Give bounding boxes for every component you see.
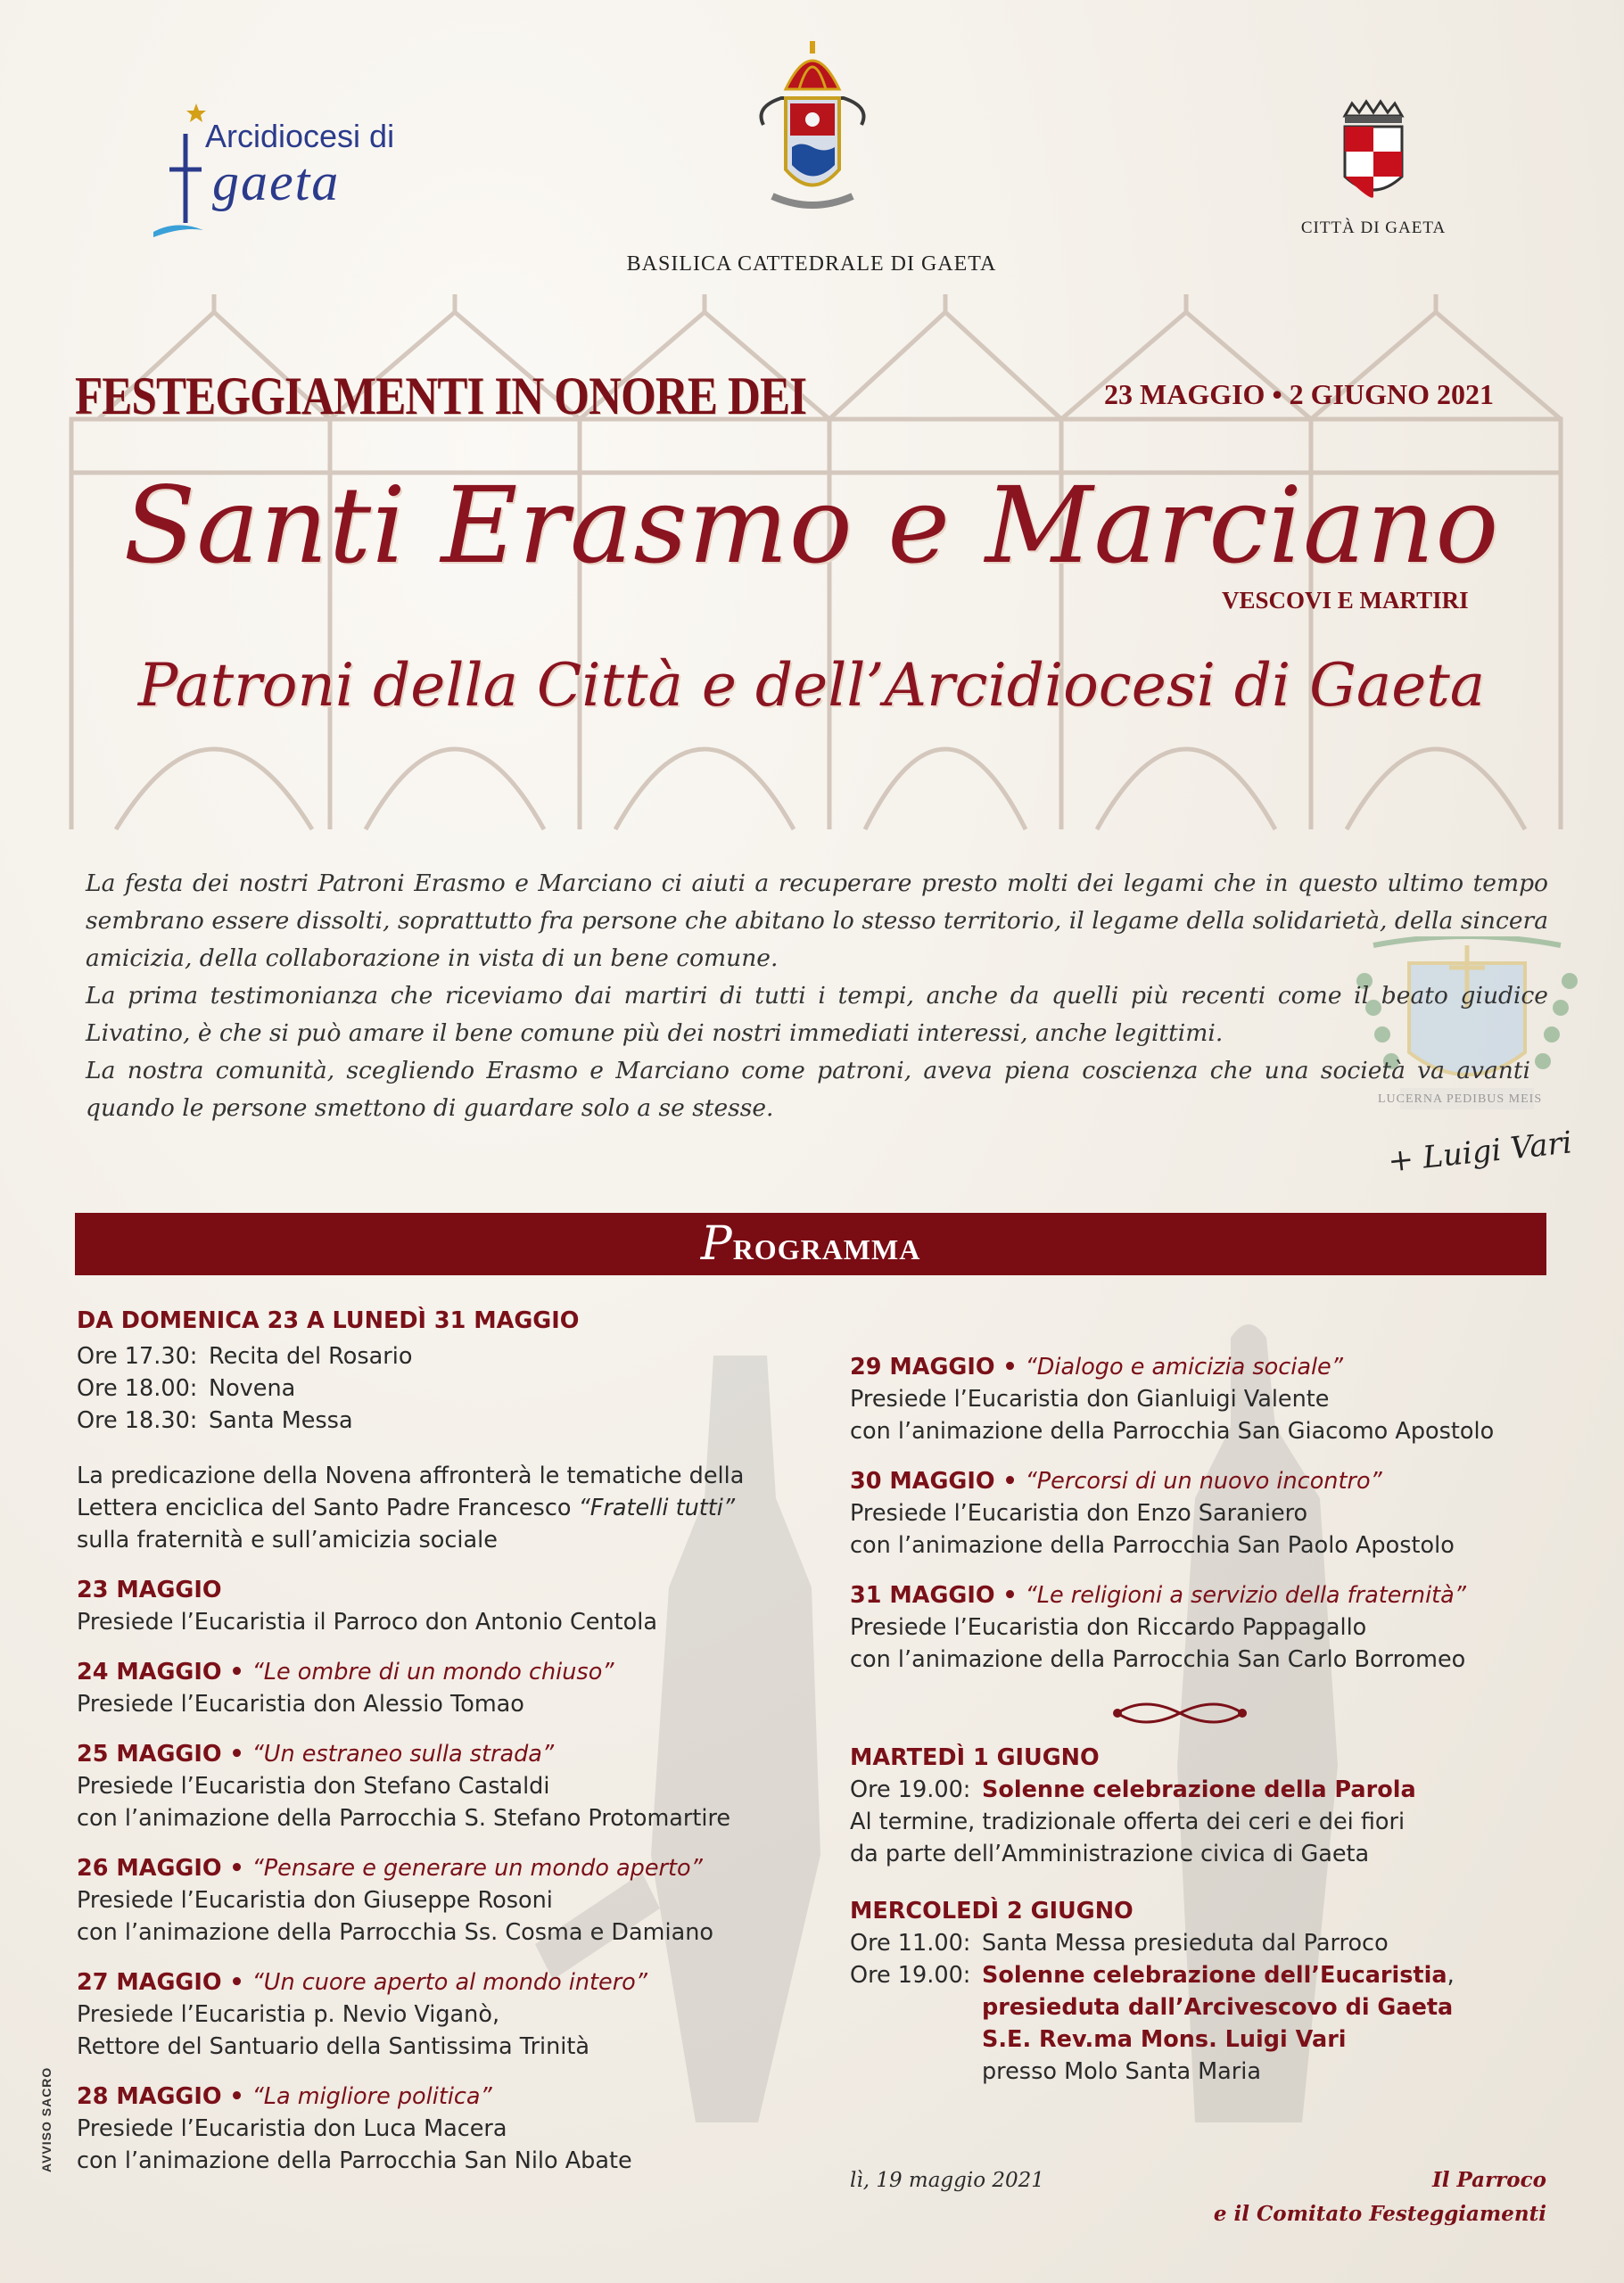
day-detail: Presiede l’Eucaristia don Stefano Castaldi bbox=[77, 1773, 550, 1800]
schedule-time: Ore 19.00: bbox=[850, 1962, 971, 1989]
intro-paragraph-3: La nostra comunità, scegliendo Erasmo e Marciano come patroni, aveva piena coscienza che una società va avanti quando le persone smettono di guardare solo a se stesse. bbox=[86, 1057, 1530, 1122]
schedule-label: Santa Messa bbox=[209, 1407, 353, 1434]
schedule-label: Recita del Rosario bbox=[209, 1343, 413, 1370]
day-detail: con l’animazione della Parrocchia S. Stefano Protomartire bbox=[77, 1805, 731, 1832]
day-theme: “Le ombre di un mondo chiuso” bbox=[251, 1659, 614, 1685]
footer-date: lì, 19 maggio 2021 bbox=[850, 2169, 1044, 2192]
day-header-26 bbox=[77, 1852, 808, 1884]
archdiocese-logo-bottom-text: gaeta bbox=[212, 152, 341, 211]
novena-note-line: sulla fraternità e sull’amicizia sociale bbox=[77, 1527, 498, 1554]
schedule-continuation bbox=[850, 1991, 1563, 2023]
basilica-coat-of-arms bbox=[746, 36, 879, 223]
city-label: CITTÀ DI GAETA bbox=[1300, 218, 1447, 237]
day-theme: “Un estraneo sulla strada” bbox=[251, 1741, 555, 1768]
footer-signers bbox=[1159, 2163, 1546, 2231]
day-detail: Presiede l’Eucaristia don Riccardo Pappagallo bbox=[850, 1614, 1367, 1641]
day-date: 31 MAGGIO • bbox=[850, 1582, 1026, 1609]
schedule-row bbox=[850, 1927, 1563, 1959]
footer-signer-2: e il Comitato Festeggiamenti bbox=[1213, 2202, 1546, 2226]
day-header-24 bbox=[77, 1656, 808, 1688]
day-date: 24 MAGGIO • bbox=[77, 1659, 252, 1685]
day-detail: Al termine, tradizionale offerta dei ceri e dei fiori bbox=[850, 1809, 1406, 1835]
day-theme: “Dialogo e amicizia sociale” bbox=[1025, 1354, 1343, 1381]
schedule-event-comma: , bbox=[1447, 1962, 1455, 1989]
day-detail: da parte dell’Amministrazione civica di Gaeta bbox=[850, 1841, 1370, 1867]
bishop-signature: + Luigi Vari bbox=[1386, 1125, 1574, 1180]
program-banner bbox=[75, 1213, 1546, 1275]
schedule-time: Ore 17.30: bbox=[77, 1343, 198, 1370]
day-detail: con l’animazione della Parrocchia San Nilo Abate bbox=[77, 2147, 632, 2174]
schedule-event: Solenne celebrazione della Parola bbox=[982, 1776, 1416, 1803]
day-detail: Presiede l’Eucaristia don Alessio Tomao bbox=[77, 1691, 524, 1718]
novena-note-text: Lettera enciclica del Santo Padre Francesco bbox=[77, 1495, 579, 1521]
day-date: 25 MAGGIO • bbox=[77, 1741, 252, 1768]
basilica-label: BASILICA CATTEDRALE DI GAETA bbox=[626, 252, 997, 276]
schedule-time: Ore 18.00: bbox=[77, 1375, 198, 1402]
program-title bbox=[75, 1213, 1546, 1281]
avviso-sacro-label: AVVISO SACRO bbox=[39, 2066, 54, 2172]
schedule-row bbox=[850, 1959, 1563, 1991]
day-detail: Presiede l’Eucaristia don Luca Macera bbox=[77, 2115, 507, 2142]
day-header-31 bbox=[850, 1579, 1563, 1611]
archdiocese-logo-top-text: Arcidiocesi di bbox=[205, 118, 395, 154]
day-theme: “La migliore politica” bbox=[251, 2083, 492, 2110]
schedule-label: Novena bbox=[209, 1375, 296, 1402]
day-detail: Presiede l’Eucaristia don Enzo Saraniero bbox=[850, 1500, 1308, 1527]
day-date: 30 MAGGIO • bbox=[850, 1468, 1026, 1495]
festeggiamenti-heading: FESTEGGIAMENTI IN ONORE DEI bbox=[75, 367, 807, 425]
novena-note-line bbox=[77, 1492, 808, 1524]
program-right-column bbox=[850, 1351, 1563, 2106]
patrons-subtitle: Patroni della Città e dell’Arcidiocesi di Gaeta bbox=[137, 651, 1486, 720]
intro-paragraph-1: La festa dei nostri Patroni Erasmo e Marciano ci aiuti a recuperare presto molti dei legami che in questo ultimo tempo sembrano essere dissolti, soprattutto fra persone che abitano lo stesso territorio, il legame della solidarietà, della sincera amicizia, della collaborazione in vista di un bene comune. bbox=[86, 870, 1548, 972]
day-detail: Presiede l’Eucaristia don Giuseppe Rosoni bbox=[77, 1887, 553, 1914]
day-header-29 bbox=[850, 1351, 1563, 1383]
schedule-time: Ore 19.00: bbox=[850, 1776, 971, 1803]
bishops-martyrs-subtitle: VESCOVI E MARTIRI bbox=[1222, 587, 1469, 614]
day-theme: “Pensare e generare un mondo aperto” bbox=[251, 1855, 703, 1882]
schedule-row bbox=[77, 1405, 808, 1437]
schedule-continuation: presso Molo Santa Maria bbox=[982, 2058, 1261, 2085]
day-detail: con l’animazione della Parrocchia San Giacomo Apostolo bbox=[850, 1418, 1495, 1445]
bishop-crest-motto: LUCERNA PEDIBUS MEIS bbox=[1378, 1092, 1543, 1106]
june-1-header: MARTEDÌ 1 GIUGNO bbox=[850, 1744, 1100, 1771]
june-2-header: MERCOLEDÌ 2 GIUGNO bbox=[850, 1898, 1134, 1924]
day-date: 29 MAGGIO • bbox=[850, 1354, 1026, 1381]
day-detail: con l’animazione della Parrocchia San Paolo Apostolo bbox=[850, 1532, 1455, 1559]
day-date: 28 MAGGIO • bbox=[77, 2083, 252, 2110]
day-date: 26 MAGGIO • bbox=[77, 1855, 252, 1882]
schedule-time: Ore 11.00: bbox=[850, 1930, 971, 1957]
schedule-continuation bbox=[850, 2023, 1563, 2056]
day-theme: “Percorsi di un nuovo incontro” bbox=[1025, 1468, 1382, 1495]
day-detail: Presiede l’Eucaristia don Gianluigi Valente bbox=[850, 1386, 1330, 1413]
schedule-event: S.E. Rev.ma Mons. Luigi Vari bbox=[982, 2026, 1347, 2053]
day-date: 27 MAGGIO • bbox=[77, 1969, 252, 1996]
flourish-ornament-icon bbox=[1109, 1694, 1251, 1733]
schedule-row bbox=[77, 1340, 808, 1372]
schedule-row bbox=[77, 1372, 808, 1405]
novena-header: DA DOMENICA 23 A LUNEDÌ 31 MAGGIO bbox=[77, 1307, 580, 1334]
day-detail: Presiede l’Eucaristia il Parroco don Antonio Centola bbox=[77, 1609, 657, 1636]
day-theme: “Le religioni a servizio della fraternità” bbox=[1025, 1582, 1466, 1609]
day-detail: Presiede l’Eucaristia p. Nevio Viganò, bbox=[77, 2001, 500, 2028]
encyclical-title: “Fratelli tutti” bbox=[578, 1495, 736, 1521]
day-detail: con l’animazione della Parrocchia San Carlo Borromeo bbox=[850, 1646, 1466, 1673]
schedule-event: Santa Messa presieduta dal Parroco bbox=[982, 1930, 1389, 1957]
day-header-30 bbox=[850, 1465, 1563, 1497]
schedule-row bbox=[850, 1774, 1563, 1806]
novena-note-line: La predicazione della Novena affronterà le tematiche della bbox=[77, 1463, 745, 1489]
cross-star-icon bbox=[150, 98, 212, 241]
program-title-initial: P bbox=[700, 1217, 733, 1271]
program-title-rest: ROGRAMMA bbox=[732, 1233, 921, 1265]
intro-paragraph-2: La prima testimonianza che riceviamo dai martiri di tutti i tempi, anche da quelli più recenti come il beato giudice Livatino, è che si può amare il bene comune più dei nostri immediati interessi, anche legittimi. bbox=[86, 982, 1548, 1047]
day-header-23: 23 MAGGIO bbox=[77, 1577, 222, 1603]
schedule-time: Ore 18.30: bbox=[77, 1407, 198, 1434]
footer-signer-1: Il Parroco bbox=[1431, 2168, 1546, 2192]
city-coat-of-arms bbox=[1338, 98, 1409, 210]
day-header-25 bbox=[77, 1738, 808, 1770]
day-detail: Rettore del Santuario della Santissima Trinità bbox=[77, 2033, 590, 2060]
program-left-column bbox=[77, 1305, 808, 2195]
day-header-27 bbox=[77, 1966, 808, 1999]
day-detail: con l’animazione della Parrocchia Ss. Cosma e Damiano bbox=[77, 1919, 713, 1946]
intro-message bbox=[86, 865, 1548, 1127]
archdiocese-logo bbox=[134, 98, 395, 241]
schedule-event: presieduta dall’Arcivescovo di Gaeta bbox=[982, 1994, 1454, 2021]
festival-dates: 23 MAGGIO • 2 GIUGNO 2021 bbox=[1104, 378, 1494, 410]
day-theme: “Un cuore aperto al mondo intero” bbox=[251, 1969, 647, 1996]
schedule-event: Solenne celebrazione dell’Eucaristia bbox=[982, 1962, 1447, 1989]
saints-title: Santi Erasmo e Marciano bbox=[123, 464, 1500, 587]
day-header-28 bbox=[77, 2081, 808, 2113]
